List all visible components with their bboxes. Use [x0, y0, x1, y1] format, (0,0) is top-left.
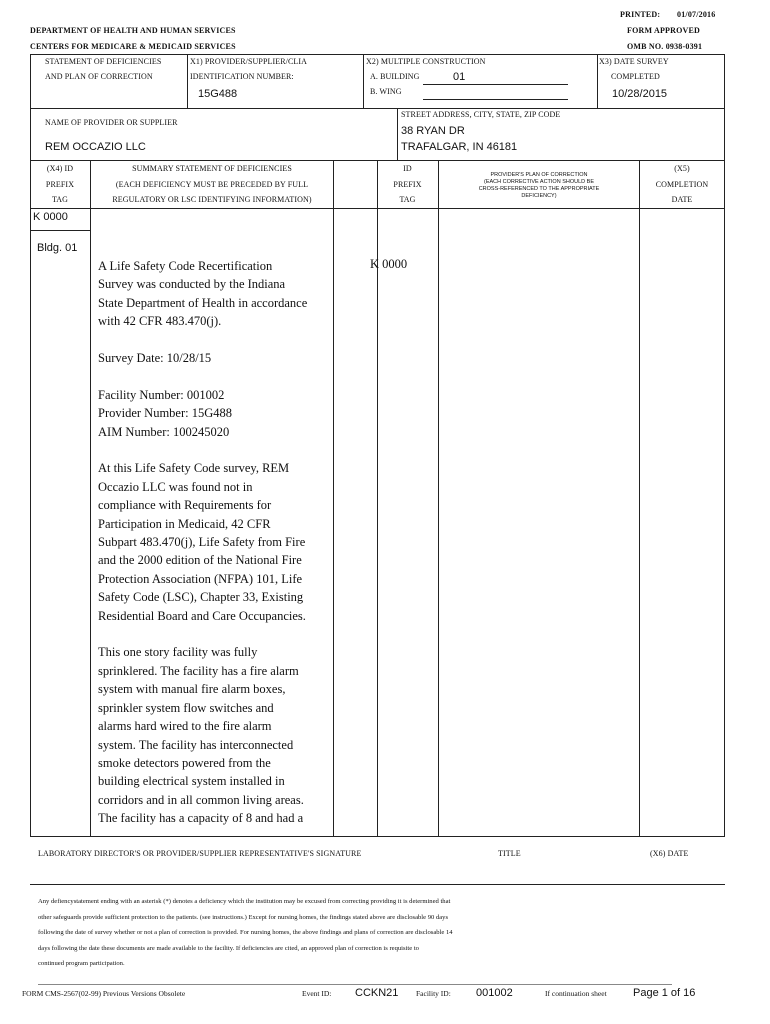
disclaimer-line: days following the date these documents are made available to the facility. If deficiencies are cited, an approved plan of correction is requisite to: [38, 944, 419, 952]
row1-divider-2: [363, 54, 364, 109]
provider-name-value: REM OCCAZIO LLC: [45, 141, 146, 153]
id-label-2: PREFIX: [393, 180, 422, 189]
header-bottom-border: [30, 208, 725, 209]
multiple-construction-label: X2) MULTIPLE CONSTRUCTION: [366, 57, 486, 66]
printed-label: PRINTED:: [620, 10, 661, 19]
wing-underline: [423, 99, 568, 100]
row1-top-border: [30, 54, 725, 55]
event-id-value: CCKN21: [355, 987, 399, 999]
title-label: TITLE: [498, 849, 521, 858]
centers-name: CENTERS FOR MEDICARE & MEDICAID SERVICES: [30, 42, 236, 51]
disclaimer-line: continued program participation.: [38, 960, 125, 967]
provider-id-label-2: IDENTIFICATION NUMBER:: [190, 72, 294, 81]
summary-label-1: SUMMARY STATEMENT OF DEFICIENCIES: [132, 164, 292, 173]
footer-rule: [38, 984, 672, 985]
form-approved: FORM APPROVED: [627, 26, 701, 35]
disclaimer-line: other safeguards provide sufficient protection to the patients. (see instructions.) Except for nursing homes, the findings stated above are disclosable 90 days: [38, 913, 449, 921]
table-left-border: [30, 161, 31, 837]
date-survey-label-2: COMPLETED: [611, 72, 660, 81]
event-id-label: Event ID:: [302, 989, 332, 998]
x4-label-3: TAG: [51, 195, 69, 204]
x5-label-2: COMPLETION: [655, 180, 709, 189]
x4-label-1: (X4) ID: [46, 164, 74, 173]
x5-label-3: DATE: [671, 195, 693, 204]
id-label-1: ID: [403, 164, 412, 173]
provider-id-label-1: X1) PROVIDER/SUPPLIER/CLIA: [190, 57, 308, 66]
summary-paragraph: Facility Number: 001002 Provider Number: 15G488 AIM Number: 100245020: [98, 387, 233, 439]
signature-bottom-line: [30, 884, 725, 885]
printed-date: 01/07/2016: [677, 10, 716, 19]
x4-label-2: PREFIX: [45, 180, 75, 189]
col-divider-1: [90, 161, 91, 837]
building-underline: [423, 84, 568, 85]
row2-right-border: [724, 109, 725, 161]
table-right-border: [724, 161, 725, 837]
omb-number: OMB NO. 0938-0391: [627, 42, 703, 51]
summary-label-3: REGULATORY OR LSC IDENTIFYING INFORMATION): [112, 195, 312, 204]
provider-id-value: 15G488: [198, 88, 238, 100]
date-label: (X6) DATE: [650, 849, 689, 858]
building-value: 01: [453, 71, 466, 83]
summary-paragraph: A Life Safety Code Recertification Survey was conducted by the Indiana State Department of Health in accordance with 42 CFR 483.470(j).: [98, 259, 308, 329]
row1-divider-1: [187, 54, 188, 109]
deficiency-summary: [98, 257, 338, 846]
col-divider-4: [438, 161, 439, 837]
left-tag: K 0000: [33, 211, 68, 223]
disclaimer-line: following the date of survey whether or not a plan of correction is provided. For nursing homes, the above findings and plans of correction are disclosable 14: [38, 929, 453, 936]
plan-label-3: CROSS-REFERENCED TO THE APPROPRIATE: [478, 186, 600, 192]
facility-id-value: 001002: [476, 987, 513, 999]
summary-paragraph: At this Life Safety Code survey, REM Occazio LLC was found not in compliance with Requirements for Participation in Medicaid, 42 CFR Subpart 483.470(j), Life Safety from Fire and the 2000 edition of the National Fire Protection Association (NFPA) 101, Life Safety Code (LSC), Chapter 33, Existing Residential Board and Care Occupancies.: [98, 461, 306, 623]
col-divider-5: [639, 161, 640, 837]
row1-bottom-border: [30, 108, 725, 109]
summary-paragraph: This one story facility was fully sprinklered. The facility has a fire alarm system with manual fire alarm boxes, sprinkler system flow switches and alarms hard wired to the fire alarm system. The facility has interconnected smoke detectors powered from the building electrical system installed in corridors and in all common living areas. The facility has a capacity of 8 and had a: [98, 645, 304, 826]
right-tag: K 0000: [370, 257, 408, 271]
plan-label-1: PROVIDER'S PLAN OF CORRECTION: [490, 172, 588, 178]
signature-label: LABORATORY DIRECTOR'S OR PROVIDER/SUPPLIER REPRESENTATIVE'S SIGNATURE: [38, 849, 362, 858]
building-label: A. BUILDING: [370, 72, 420, 81]
wing-label: B. WING: [370, 87, 402, 96]
row2-divider: [397, 109, 398, 161]
row2-left-border: [30, 109, 31, 161]
department-name: DEPARTMENT OF HEALTH AND HUMAN SERVICES: [30, 26, 236, 35]
disclaimer: [38, 894, 698, 972]
address-label: STREET ADDRESS, CITY, STATE, ZIP CODE: [401, 110, 561, 119]
row1-left-border: [30, 54, 31, 109]
plan-label-2: (EACH CORRECTIVE ACTION SHOULD BE: [483, 179, 595, 185]
row1-divider-3: [597, 54, 598, 109]
x5-label-1: (X5): [674, 164, 690, 173]
address-line-1: 38 RYAN DR: [401, 125, 465, 137]
date-survey-label-1: X3) DATE SURVEY: [599, 57, 669, 66]
summary-label-2: (EACH DEFICIENCY MUST BE PRECEDED BY FULL: [115, 180, 309, 189]
provider-name-label: NAME OF PROVIDER OR SUPPLIER: [45, 118, 178, 127]
address-line-2: TRAFALGAR, IN 46181: [401, 141, 518, 153]
statement-label-2: AND PLAN OF CORRECTION: [45, 72, 153, 81]
summary-paragraph: Survey Date: 10/28/15: [98, 351, 212, 366]
continuation-label: If continuation sheet: [545, 989, 607, 998]
plan-label-4: DEFICIENCY): [521, 193, 557, 199]
prefix-separator: [30, 230, 90, 231]
statement-label-1: STATEMENT OF DEFICIENCIES: [45, 57, 162, 66]
row1-right-border: [724, 54, 725, 109]
disclaimer-line: Any defiencystatement ending with an asterisk (*) denotes a deficiency which the institution may be excused from correcting providing it is determined that: [38, 898, 451, 905]
date-survey-value: 10/28/2015: [612, 88, 668, 100]
page-number: Page 1 of 16: [633, 987, 696, 999]
form-number: FORM CMS-2567(02-99) Previous Versions Obsolete: [22, 989, 186, 998]
building-tag: Bldg. 01: [37, 242, 78, 254]
id-label-3: TAG: [399, 195, 416, 204]
facility-id-label: Facility ID:: [416, 989, 451, 998]
